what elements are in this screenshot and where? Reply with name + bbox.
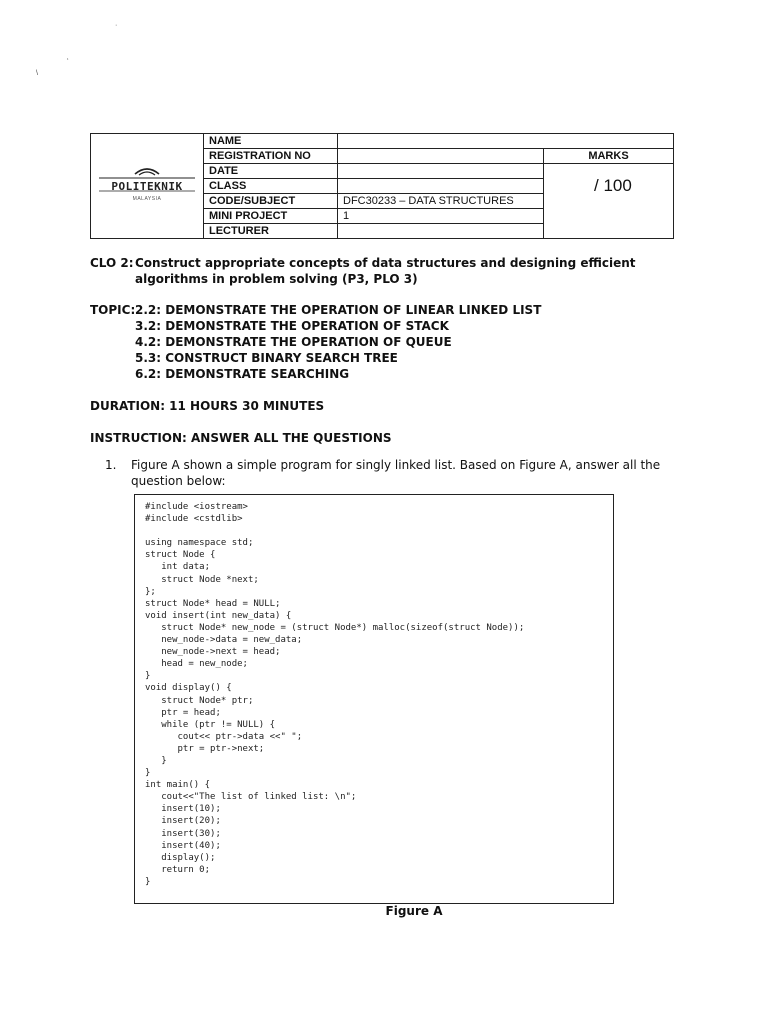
clo-text: Construct appropriate concepts of data structures and designing efficient algorithms in problem solving (P3, PLO 3) bbox=[135, 256, 636, 286]
instruction-text: INSTRUCTION: ANSWER ALL THE QUESTIONS bbox=[90, 431, 392, 445]
scan-speck: \ bbox=[36, 70, 38, 77]
mini-project-value: 1 bbox=[338, 209, 543, 224]
registration-label: REGISTRATION NO bbox=[204, 149, 338, 164]
topic-item: 3.2: DEMONSTRATE THE OPERATION OF STACK bbox=[135, 319, 449, 333]
class-label: CLASS bbox=[204, 179, 338, 194]
marks-label: MARKS bbox=[543, 149, 673, 164]
code-subject-label: CODE/SUBJECT bbox=[204, 194, 338, 209]
logo-subtext: MALAYSIA bbox=[132, 196, 162, 202]
date-value bbox=[338, 164, 543, 179]
topic-item: 5.3: CONSTRUCT BINARY SEARCH TREE bbox=[135, 351, 398, 365]
code-subject-value: DFC30233 – DATA STRUCTURES bbox=[338, 194, 543, 209]
name-label: NAME bbox=[204, 134, 338, 149]
clo-label: CLO 2: bbox=[90, 256, 134, 270]
name-value bbox=[338, 134, 673, 149]
logo-wordmark: POLITEKNIK bbox=[111, 180, 183, 193]
logo-cell bbox=[91, 134, 204, 238]
header-table bbox=[90, 133, 674, 239]
date-label: DATE bbox=[204, 164, 338, 179]
scan-speck: ‘ bbox=[67, 58, 69, 65]
duration-text: DURATION: 11 HOURS 30 MINUTES bbox=[90, 399, 325, 413]
topic-label: TOPIC: bbox=[90, 303, 136, 317]
topic-item: 6.2: DEMONSTRATE SEARCHING bbox=[135, 367, 350, 381]
question-text: Figure A shown a simple program for singly linked list. Based on Figure A, answer all the question below: bbox=[131, 458, 661, 488]
registration-value bbox=[338, 149, 543, 164]
scan-speck: · bbox=[115, 22, 118, 29]
code-listing: #include <iostream> #include <cstdlib> using namespace std; struct Node { int data; struct Node *next; }; struct Node* head = NULL; void insert(int new_data) { struct Node* new_node = (struct Node*) malloc(sizeof(struct Node)); new_node->data = new_data; new_node->next = head; head = new_node; } void display() { struct Node* ptr; ptr = head; while (ptr != NULL) { cout<< ptr->data <<" "; ptr = ptr->next; } } int main() { cout<<"The list of linked list: \n"; insert(10); insert(20); insert(30); insert(40); display(); return 0; } bbox=[145, 502, 525, 887]
question-number: 1. bbox=[105, 458, 117, 472]
lecturer-value bbox=[338, 224, 543, 239]
mini-project-label: MINI PROJECT bbox=[204, 209, 338, 224]
code-listing-box bbox=[134, 494, 614, 904]
topic-list bbox=[135, 302, 541, 382]
figure-caption: Figure A bbox=[385, 904, 443, 918]
lecturer-label: LECTURER bbox=[204, 224, 338, 239]
marks-box bbox=[543, 164, 673, 238]
topic-item: 2.2: DEMONSTRATE THE OPERATION OF LINEAR LINKED LIST bbox=[135, 303, 542, 317]
marks-value: / 100 bbox=[594, 176, 632, 195]
topic-item: 4.2: DEMONSTRATE THE OPERATION OF QUEUE bbox=[135, 335, 452, 349]
class-value bbox=[338, 179, 543, 194]
